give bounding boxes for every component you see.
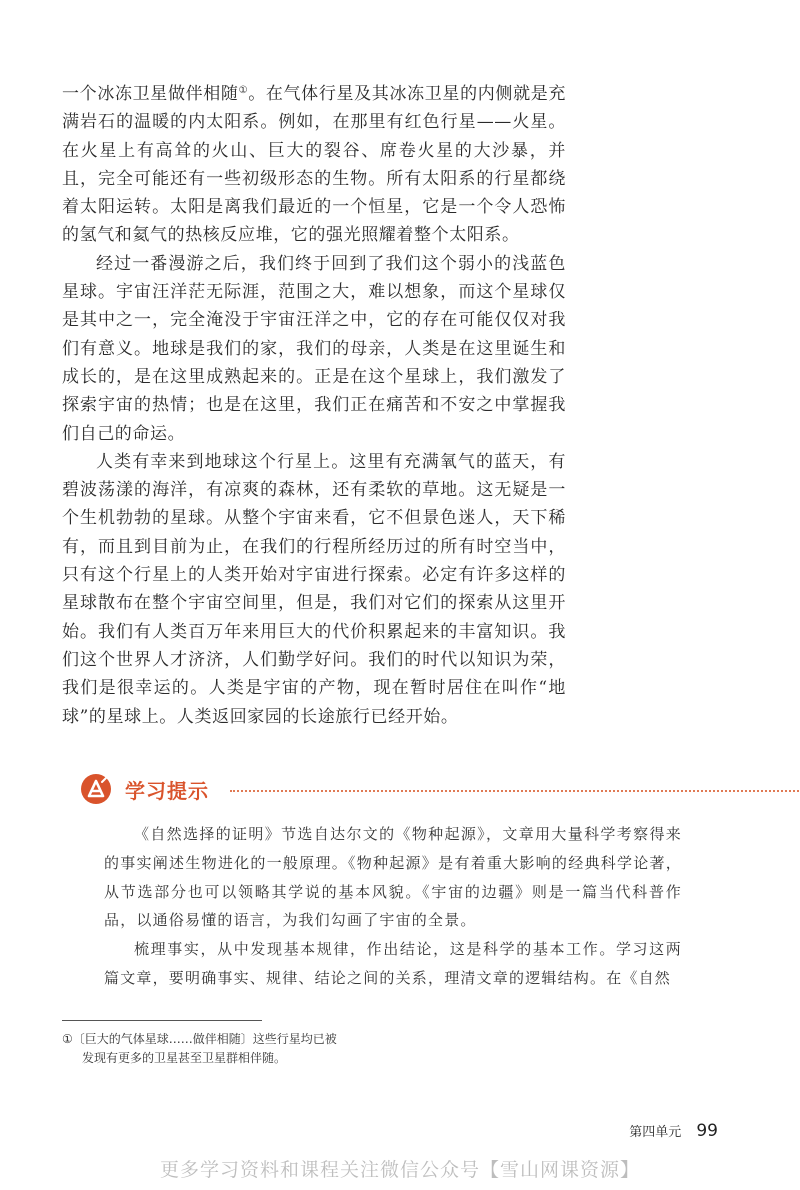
page-number: 99: [696, 1121, 718, 1141]
study-tip-title: 学习提示: [125, 779, 209, 803]
main-text: [62, 80, 566, 731]
dotted-divider: [230, 790, 800, 792]
tip-paragraph-1: 《自然选择的证明》节选自达尔文的《物种起源》，文章用大量科学考察得来的事实阐述生物进化的一般原理。《物种起源》是有着重大影响的经典科学论著，从节选部分也可以领略其学说的基本风貌。《宇宙的边疆》则是一篇当代科普作品，以通俗易懂的语言，为我们勾画了宇宙的全景。: [104, 825, 682, 930]
footnote: [62, 1030, 362, 1068]
watermark-text: 更多学习资料和课程关注微信公众号【雪山网课资源】: [159, 1159, 640, 1181]
page-footer: [629, 1121, 718, 1141]
tip-paragraph-2: 梳理事实，从中发现基本规律，作出结论，这是科学的基本工作。学习这两篇文章，要明确事实、规律、结论之间的关系，理清文章的逻辑结构。在《自然: [104, 940, 682, 987]
study-tip-icon: [80, 773, 112, 805]
paragraph-3: 人类有幸来到地球这个行星上。这里有充满氧气的蓝天，有碧波荡漾的海洋，有凉爽的森林，还有柔软的草地。这无疑是一个生机勃勃的星球。从整个宇宙来看，它不但景色迷人，天下稀有，而且到目前为止，在我们的行程所经历过的所有时空当中，只有这个行星上的人类开始对宇宙进行探索。必定有许多这样的星球散布在整个宇宙空间里，但是，我们对它们的探索从这里开始。我们有人类百万年来用巨大的代价积累起来的丰富知识。我们这个世界人才济济，人们勤学好问。我们的时代以知识为荣，我们是很幸运的。人类是宇宙的产物，现在暂时居住在叫作“地球”的星球上。人类返回家园的长途旅行已经开始。: [62, 451, 566, 727]
unit-label: 第四单元: [629, 1125, 682, 1140]
study-tip-header: [80, 773, 730, 805]
footnote-line-2: 发现有更多的卫星甚至卫星群相伴随。: [82, 1051, 287, 1065]
paragraph-1-start: 一个冰冻卫星做伴相随: [62, 84, 239, 104]
paragraph-1: [62, 80, 566, 250]
paragraph-2: 经过一番漫游之后，我们终于回到了我们这个弱小的浅蓝色星球。宇宙汪洋茫无际涯，范围之大，难以想象，而这个星球仅是其中之一，完全淹没于宇宙汪洋之中，它的存在可能仅仅对我们有意义。地球是我们的家，我们的母亲，人类是在这里诞生和成长的，是在这里成熟起来的。正是在这个星球上，我们激发了探索宇宙的热情；也是在这里，我们正在痛苦和不安之中掌握我们自己的命运。: [62, 253, 566, 444]
footnote-divider: [62, 1020, 262, 1021]
paragraph-1-rest: 。在气体行星及其冰冻卫星的内侧就是充满岩石的温暖的内太阳系。例如，在那里有红色行星——火星。在火星上有高耸的火山、巨大的裂谷、席卷火星的大沙暴，并且，完全可能还有一些初级形态的生物。所有太阳系的行星都绕着太阳运转。太阳是离我们最近的一个恒星，它是一个令人恐怖的氢气和氦气的热核反应堆，它的强光照耀着整个太阳系。: [62, 84, 566, 246]
study-tip-body: [104, 820, 682, 993]
footnote-marker: ①: [238, 85, 249, 96]
footnote-line-1: ①〔巨大的气体星球……做伴相随〕这些行星均已被: [62, 1032, 337, 1046]
